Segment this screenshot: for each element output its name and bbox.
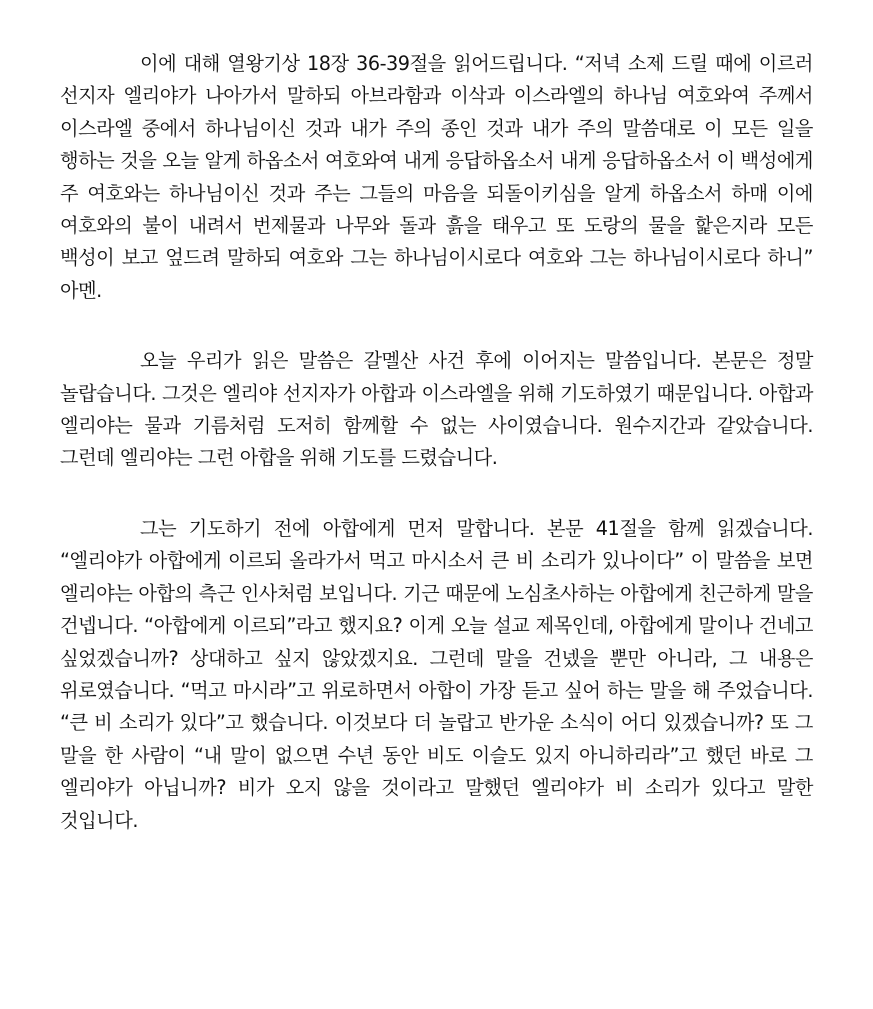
paragraph-scripture-reading: 이에 대해 열왕기상 18장 36-39절을 읽어드립니다. “저녁 소제 드릴 때에 이르러 선지자 엘리야가 나아가서 말하되 아브라함과 이삭과 이스라엘의 하나님 여호와여 주께서 이스라엘 중에서 하나님이신 것과 내가 주의 종인 것과 내가 주의 말씀대로 이 모든 일을 행하는 것을 오늘 알게 하옵소서 여호와여 내게 응답하옵소서 내게 응답하옵소서 이 백성에게 주 여호와는 하나님이신 것과 주는 그들의 마음을 되돌이키심을 알게 하옵소서 하매 이에 여호와의 불이 내려서 번제물과 나무와 돌과 흙을 태우고 또 도랑의 물을 핥은지라 모든 백성이 보고 엎드려 말하되 여호와 그는 하나님이시로다 여호와 그는 하나님이시로다 하니” 아멘. bbox=[60, 52, 813, 302]
paragraph-elijah-speaks: 그는 기도하기 전에 아합에게 먼저 말합니다. 본문 41절을 함께 읽겠습니다. “엘리야가 아합에게 이르되 올라가서 먹고 마시소서 큰 비 소리가 있나이다” 이 말씀을 보면 엘리야는 아합의 측근 인사처럼 보입니다. 기근 때문에 노심초사하는 아합에게 친근하게 말을 건넵니다. “아합에게 이르되”라고 했지요? 이게 오늘 설교 제목인데, 아합에게 말이나 건네고 싶었겠습니까? 상대하고 싶지 않았겠지요. 그런데 말을 건넸을 뿐만 아니라, 그 내용은 위로였습니다. “먹고 마시라”고 위로하면서 아합이 가장 듣고 싶어 하는 말을 해 주었습니다. “큰 비 소리가 있다”고 했습니다. 이것보다 더 놀랍고 반가운 소식이 어디 있겠습니까? 또 그 말을 한 사람이 “내 말이 없으면 수년 동안 비도 이슬도 있지 아니하리라”고 했던 바로 그 엘리야가 아닙니까? 비가 오지 않을 것이라고 말했던 엘리야가 비 소리가 있다고 말한 것입니다. bbox=[60, 516, 813, 832]
paragraph-context: 오늘 우리가 읽은 말씀은 갈멜산 사건 후에 이어지는 말씀입니다. 본문은 정말 놀랍습니다. 그것은 엘리야 선지자가 아합과 이스라엘을 위해 기도하였기 때문입니다. 아합과 엘리야는 물과 기름처럼 도저히 함께할 수 없는 사이였습니다. 원수지간과 같았습니다. 그런데 엘리야는 그런 아합을 위해 기도를 드렸습니다. bbox=[60, 349, 813, 470]
